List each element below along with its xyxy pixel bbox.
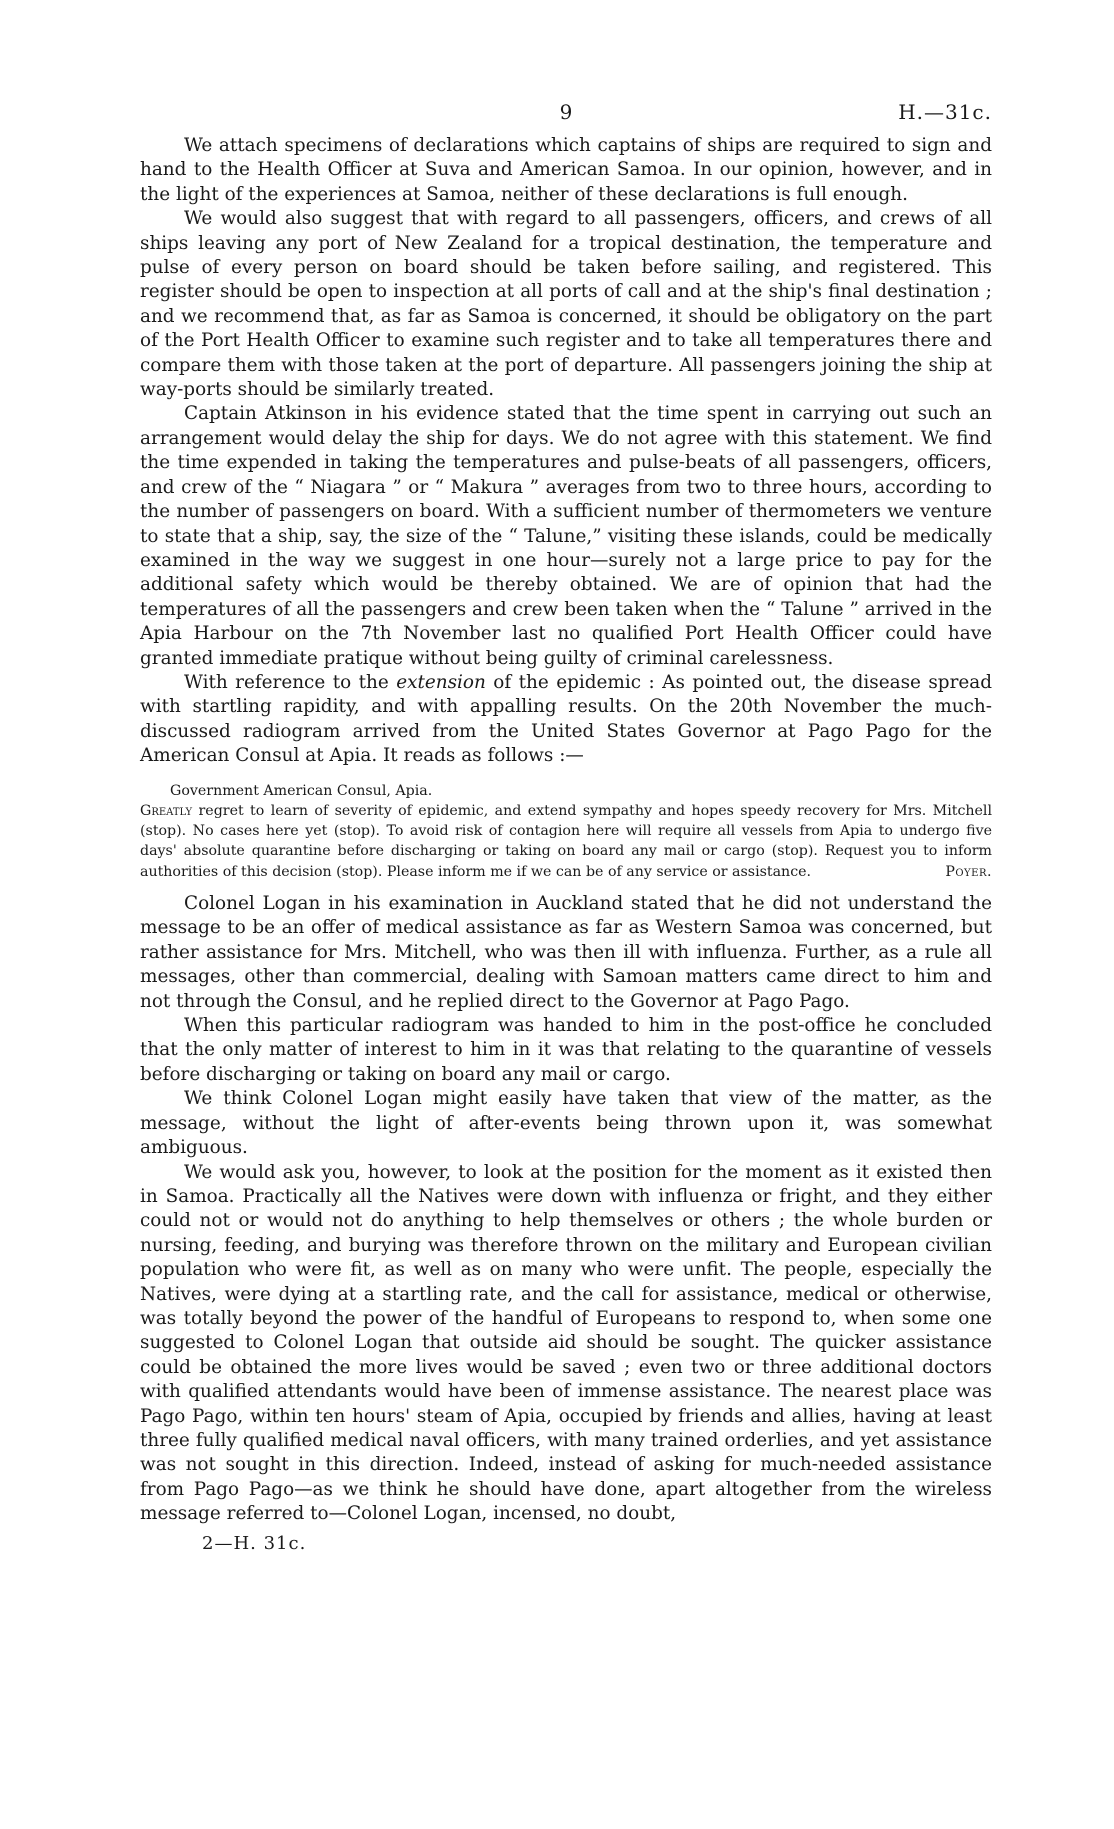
paragraph-colonel-logan-examination: Colonel Logan in his examination in Auckland stated that he did not understand the message to be an offer of medical assistance as far as Western Samoa was concerned, but rather assistance for Mrs. Mitchell, who was then ill with influenza. Further, as a rule all messages, other than commercial, dealing with Samoan matters came direct to him and not through the Consul, and he replied direct to the Governor at Pago Pago. — [140, 893, 992, 1012]
radiogram-body — [140, 801, 992, 882]
radiogram-first-word: Greatly — [140, 802, 193, 819]
paragraph-radiogram-handed: When this particular radiogram was handed to him in the post-office he concluded that the only matter of interest to him in it was that relating to the quarantine of vessels before discharging or taking on board any mail or cargo. — [140, 1015, 992, 1085]
paragraph-extension-epidemic — [140, 671, 992, 769]
paragraph-temperature-register: We would also suggest that with regard to all passengers, officers, and crews of all ships leaving any port of New Zealand for a tropical destination, the temperature and pulse of every person on board should be taken before sailing, and registered. This register should be open to inspection at all ports of call and at the ship's final destination ; and we recommend that, as far as Samoa is concerned, it should be obligatory on the part of the Port Health Officer to examine such register and to take all temperatures there and compare them with those taken at the port of departure. All passengers joining the ship at way-ports should be similarly treated. — [140, 208, 992, 401]
radiogram-message — [140, 781, 992, 882]
paragraph-declarations: We attach specimens of declarations which captains of ships are required to sign and hand to the Health Officer at Suva and American Samoa. In our opinion, however, and in the light of the experiences at Samoa, neither of these declarations is full enough. — [140, 135, 992, 205]
page-header — [140, 100, 992, 134]
document-page — [140, 100, 992, 1554]
radiogram-signature: Poyer. — [945, 863, 992, 880]
paragraph-captain-atkinson: Captain Atkinson in his evidence stated that the time spent in carrying out such an arrangement would delay the ship for days. We do not agree with this statement. We find the time expended in taking the temperatures and pulse-beats of all passengers, officers, and crew of the “ Niagara ” or “ Makura ” averages from two to three hours, according to the number of passengers on board. With a sufficient number of thermometers we venture to state that a ship, say, the size of the “ Talune,” visiting these islands, could be medically examined in the way we suggest in one hour—surely not a large price to pay for the additional safety which would be thereby obtained. We are of opinion that had the temperatures of all the passengers and crew been taken when the “ Talune ” arrived in the Apia Harbour on the 7th November last no qualified Port Health Officer could have granted immediate pratique without being guilty of criminal carelessness. — [140, 403, 992, 669]
radiogram-addressee: Government American Consul, Apia. — [170, 782, 433, 799]
page-number: 9 — [559, 100, 573, 124]
signature-mark: 2—H. 31c. — [202, 1532, 307, 1554]
extension-text-after: of the epidemic : As pointed out, the disease spread with startling rapidity, and with appalling results. On the 20th November the much-discussed radiogram arrived from the United States Governor at Pago Pago for the American Consul at Apia. It reads as follows :— — [140, 671, 992, 767]
paragraph-position-in-samoa: We would ask you, however, to look at the position for the moment as it existed then in Samoa. Practically all the Natives were down with influenza or fright, and they either could not or would not do anything to help themselves or others ; the whole burden or nursing, feeding, and burying was therefore thrown on the military and European civilian population who were fit, as well as on many who were unfit. The people, especially the Natives, were dying at a startling rate, and the call for assistance, medical or otherwise, was totally beyond the power of the handful of Europeans to respond to, when some one suggested to Colonel Logan that outside aid should be sought. The quicker assistance could be obtained the more lives would be saved ; even two or three additional doctors with qualified attendants would have been of immense assistance. The nearest place was Pago Pago, within ten hours' steam of Apia, occupied by friends and allies, having at least three fully qualified medical naval officers, with many trained orderlies, and yet assistance was not sought in this direction. Indeed, instead of asking for much-needed assistance from Pago Pago—as we think he should have done, apart altogether from the wireless message referred to—Colonel Logan, incensed, no doubt, — [140, 1161, 992, 1525]
document-reference: H.—31c. — [898, 100, 992, 124]
paragraph-ambiguous-message: We think Colonel Logan might easily have taken that view of the matter, as the message, without the light of after-events being thrown upon it, was somewhat ambiguous. — [140, 1088, 992, 1159]
extension-text-before: With reference to the — [184, 671, 397, 693]
extension-emphasis: extension — [396, 671, 486, 693]
radiogram-text: regret to learn of severity of epidemic, and extend sympathy and hopes speedy recovery for Mrs. Mitchell (stop). No cases here yet (stop). To avoid risk of contagion here will require all vessels from Apia to undergo five days' absolute quarantine before discharging or taking on board any mail or cargo (stop). Request you to inform authorities of this decision (stop). Please inform me if we can be of any service or assistance. — [140, 802, 992, 880]
